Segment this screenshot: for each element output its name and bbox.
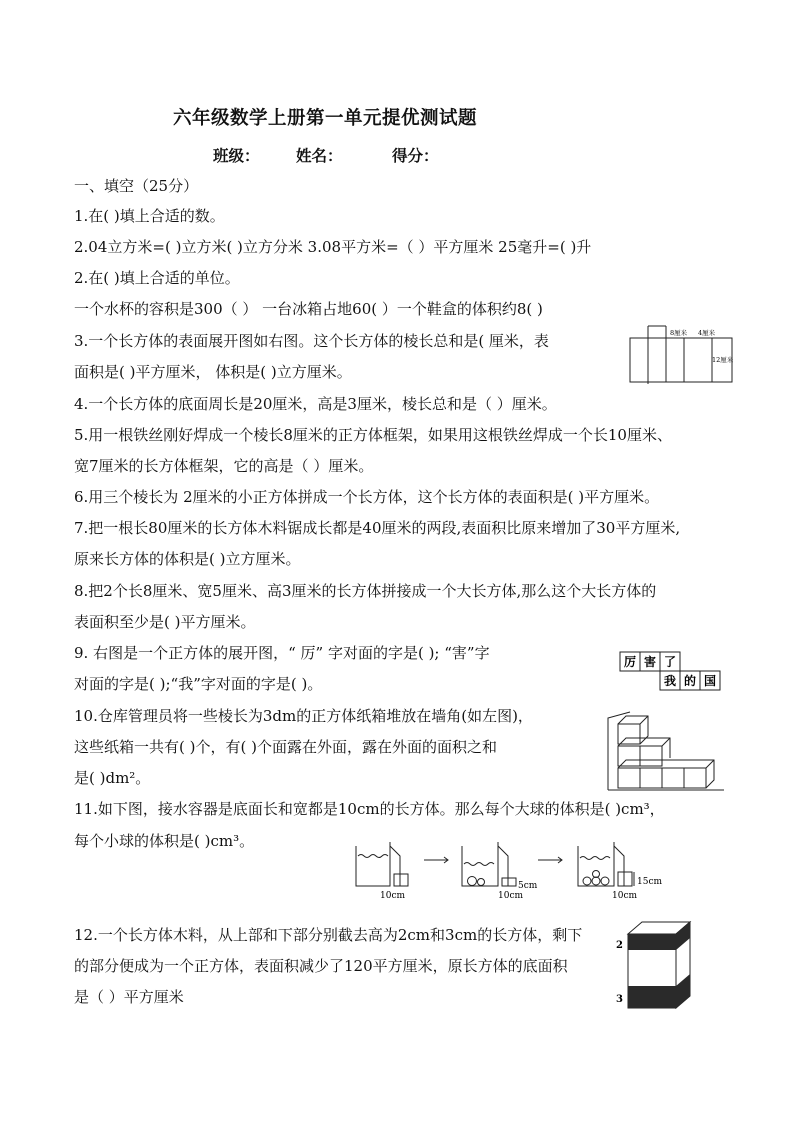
question-9-line-1: 9. 右图是一个正方体的展开图，“ 厉” 字对面的字是( ); “害”字 xyxy=(74,644,490,662)
container-2-base-label: 10cm xyxy=(498,891,524,901)
question-1-items: 2.04立方米=( )立方米( )立方分米 3.08平方米=（ ）平方厘米 25毫升=( )升 xyxy=(74,238,592,256)
question-7-line-1: 7.把一根长80厘米的长方体木料锯成长都是40厘米的两段,表面积比原来增加了30平方厘米, xyxy=(74,519,681,537)
container-3-base-label: 10cm xyxy=(612,891,638,901)
net-label-width: 4厘米 xyxy=(698,329,716,337)
score-label: 得分： xyxy=(392,146,439,165)
container-1-base-label: 10cm xyxy=(380,891,406,901)
cuboid-net-figure xyxy=(626,324,746,386)
question-12-line-1: 12.一个长方体木料，从上部和下部分别截去高为2cm和3cm的长方体，剩下 xyxy=(74,926,583,944)
question-11-line-1: 11.如下图，接水容器是底面长和宽都是10cm的长方体。那么每个大球的体积是( )cm³， xyxy=(74,800,665,818)
question-3-line-1: 3.一个长方体的表面展开图如右图。这个长方体的棱长总和是( 厘米，表 xyxy=(74,332,549,350)
question-11-line-2: 每个小球的体积是( )cm³。 xyxy=(74,832,255,850)
net-char-guo: 国 xyxy=(703,674,717,688)
question-12-line-2: 的部分便成为一个正方体，表面积减少了120平方厘米，原长方体的底面积 xyxy=(74,957,568,975)
question-3-line-2: 面积是( )平方厘米， 体积是( )立方厘米。 xyxy=(74,363,352,381)
question-10-line-3: 是( )dm²。 xyxy=(74,769,151,787)
question-10-line-1: 10.仓库管理员将一些棱长为3dm的正方体纸箱堆放在墙角(如左图)， xyxy=(74,707,533,725)
stacked-boxes-figure xyxy=(604,710,728,794)
net-label-height: 12厘米 xyxy=(712,356,734,364)
container-2-height-label: 5cm xyxy=(518,881,538,891)
question-8-line-1: 8.把2个长8厘米、宽5厘米、高3厘米的长方体拼接成一个大长方体,那么这个大长方体的 xyxy=(74,582,657,600)
question-2-items: 一个水杯的容积是300（ ） 一台冰箱占地60( ）一个鞋盒的体积约8( ) xyxy=(74,300,543,318)
page-title: 六年级数学上册第一单元提优测试题 xyxy=(173,108,478,129)
container-3-height-label: 15cm xyxy=(637,877,663,887)
net-char-de: 的 xyxy=(683,674,697,688)
question-8-line-2: 表面积至少是( )平方厘米。 xyxy=(74,613,256,631)
question-9-line-2: 对面的字是( );“我”字对面的字是( )。 xyxy=(74,675,323,693)
question-2: 2.在( )填上合适的单位。 xyxy=(74,269,240,287)
top-cut-label: 2 xyxy=(616,940,623,951)
question-4: 4.一个长方体的底面周长是20厘米，高是3厘米，棱长总和是（ ）厘米。 xyxy=(74,395,557,413)
net-char-hai: 害 xyxy=(643,655,657,669)
question-6: 6.用三个棱长为 2厘米的小正方体拼成一个长方体，这个长方体的表面积是( )平方厘米。 xyxy=(74,488,660,506)
question-1: 1.在( )填上合适的数。 xyxy=(74,207,225,225)
class-label: 班级： xyxy=(213,146,260,165)
net-label-length: 8厘米 xyxy=(670,329,688,337)
net-char-le: 了 xyxy=(663,655,677,669)
question-7-line-2: 原来长方体的体积是( )立方厘米。 xyxy=(74,550,301,568)
net-char-li: 厉 xyxy=(623,655,637,669)
question-5-line-1: 5.用一根铁丝刚好焊成一个棱长8厘米的正方体框架，如果用这根铁丝焊成一个长10厘米、 xyxy=(74,426,672,444)
water-container-figure xyxy=(350,838,670,904)
bottom-cut-label: 3 xyxy=(616,994,623,1005)
name-label: 姓名： xyxy=(296,146,343,165)
section-heading: 一、填空（25分） xyxy=(74,177,199,195)
cut-block-figure xyxy=(614,920,698,1012)
cube-net-figure xyxy=(618,650,724,692)
question-12-line-3: 是（ ）平方厘米 xyxy=(74,988,184,1006)
net-char-wo: 我 xyxy=(663,674,677,688)
question-5-line-2: 宽7厘米的长方体框架，它的高是（ ）厘米。 xyxy=(74,457,374,475)
question-10-line-2: 这些纸箱一共有( )个，有( )个面露在外面，露在外面的面积之和 xyxy=(74,738,497,756)
